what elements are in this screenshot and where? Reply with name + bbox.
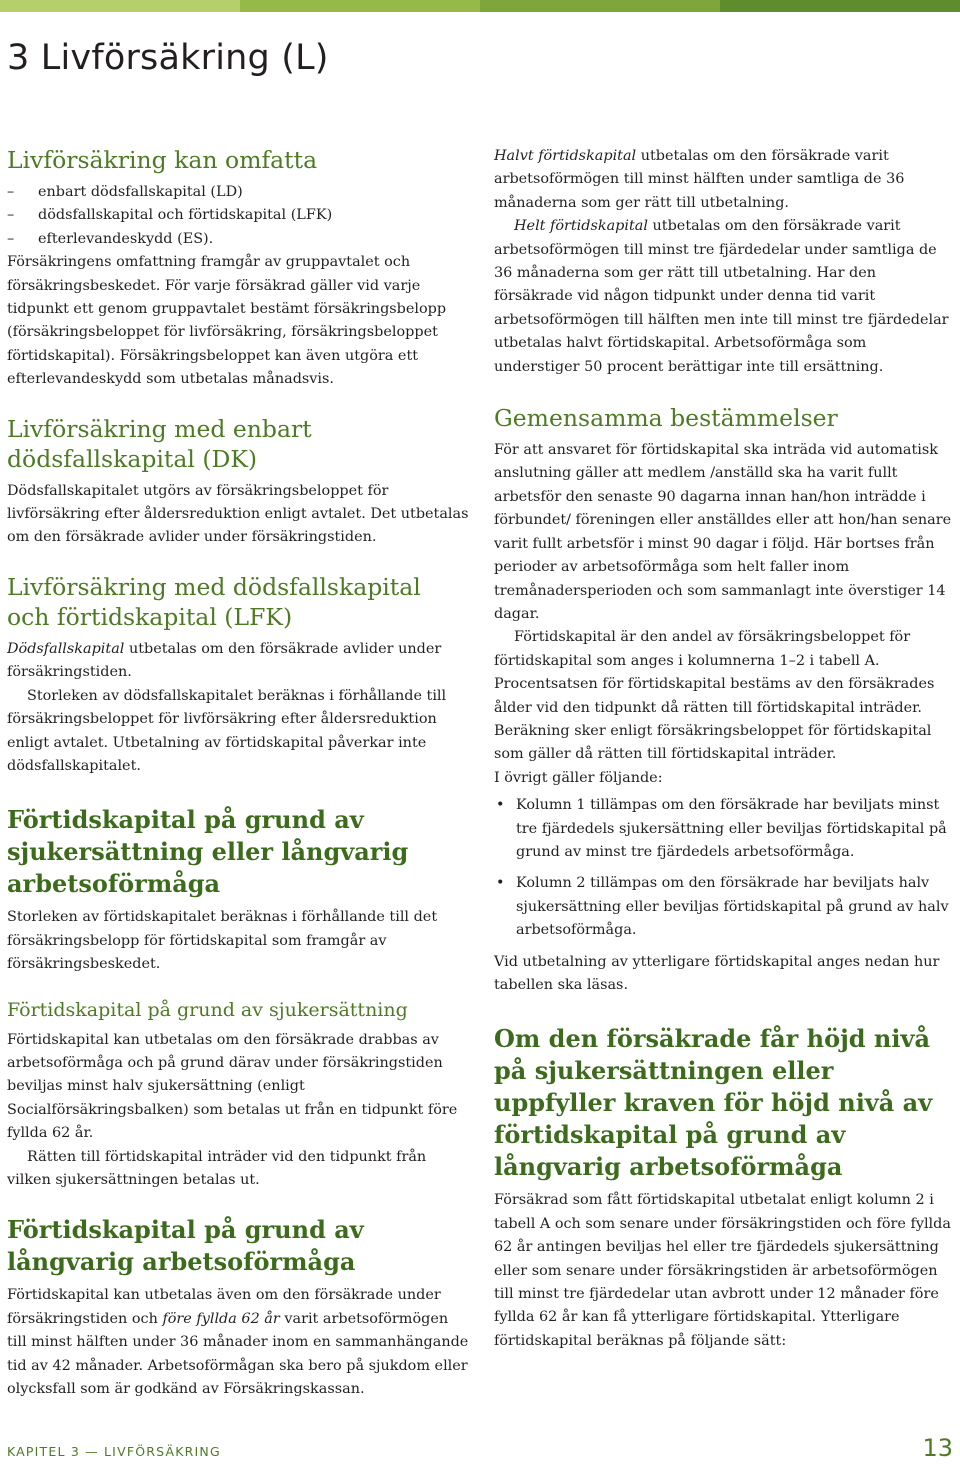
- section-halvt-helt-fortidskapital: [494, 145, 954, 379]
- paragraph-text: utbetalas om den försäkrade varit arbetsoförmögen till minst hälften under samtliga de 36 månaderna som ger rätt till utbetalning.: [494, 148, 905, 211]
- section-livforsakring-omfattning: [7, 145, 469, 392]
- section-heading: Livförsäkring med enbart dödsfallskapital (DK): [7, 414, 312, 473]
- section-enbart-dodsfallskapital: [7, 414, 469, 550]
- emphasis-term: Halvt förtidskapital: [494, 148, 637, 164]
- section-heading: Förtidskapital på grund av långvarig arbetsoförmåga: [7, 1215, 364, 1277]
- list-item: • Kolumn 1 tillämpas om den försäkrade har beviljats minst tre fjärdedels sjukersättning eller beviljas förtidskapital på grund av minst tre fjärdedels arbetsoförmåga.: [494, 794, 954, 864]
- list-item: – enbart dödsfallskapital (LD): [7, 181, 469, 204]
- chapter-title: 3 Livförsäkring (L): [7, 38, 329, 78]
- section-heading: Livförsäkring med dödsfallskapital och förtidskapital (LFK): [7, 572, 421, 631]
- top-bar-segment-midlight: [480, 0, 720, 12]
- section-heading: Gemensamma bestämmelser: [494, 404, 838, 433]
- running-head: KAPITEL 3 — LIVFÖRSÄKRING: [7, 1444, 221, 1459]
- emphasis-term: före fyllda 62 år: [162, 1310, 280, 1327]
- body-paragraph: Storleken av dödsfallskapitalet beräknas i förhållande till försäkringsbeloppet för livförsäkring efter åldersreduktion enligt avtalet. Utbetalning av förtidskapital påverkar inte dödsfallskapitalet.: [7, 687, 447, 774]
- body-paragraph: Vid utbetalning av ytterligare förtidskapital anges nedan hur tabellen ska läsas.: [494, 953, 940, 993]
- list-item: – efterlevandeskydd (ES).: [7, 228, 469, 251]
- section-gemensamma-bestammelser: [494, 403, 954, 997]
- section-fortidskapital-sjukersattning: [7, 997, 469, 1193]
- body-paragraph: [7, 1284, 469, 1401]
- section-heading: Om den försäkrade får höjd nivå på sjukersättningen eller uppfyller kraven för höjd nivå av förtidskapital på grund av långvarig arbetsoförmåga: [494, 1024, 933, 1182]
- emphasis-term: Dödsfallskapital: [7, 640, 125, 657]
- body-paragraph: [494, 145, 954, 215]
- body-paragraph: [494, 215, 954, 379]
- paragraph-text: varit arbetsoförmögen till minst hälften under 36 månader inom en sammanhängande tid av 42 månader. Arbetsoförmågan ska bero på sjukdom eller olycksfall som är godkänd av Försäkringskassan.: [7, 1310, 469, 1397]
- body-paragraph: Försäkrad som fått förtidskapital utbetalat enligt kolumn 2 i tabell A och som senare under försäkringstiden och före fyllda 62 år antingen beviljas hel eller tre fjärdedels sjukersättning eller som senare under försäkringstiden är arbetsoförmögen till minst tre fjärdedelar utan avbrott under 12 månader före fyllda 62 år kan få ytterligare förtidskapital. Ytterligare förtidskapital beräknas på följande sätt:: [494, 1192, 951, 1349]
- body-paragraph: Förtidskapital är den andel av försäkringsbeloppet för förtidskapital som anges i kolumnerna 1–2 i tabell A. Procentsatsen för förtidskapital bestäms av den försäkrades ålder vid den tidpunkt då rätten till förtidskapital inträder. Beräkning sker enligt försäkringsbeloppet för förtidskapital som gäller då rätten till förtidskapital inträder.: [494, 629, 935, 763]
- paragraph-text: Förtidskapital kan utbetalas även om den försäkrade under försäkringstiden och: [7, 1287, 441, 1327]
- body-paragraph: Rätten till förtidskapital inträder vid den tidpunkt från vilken sjukersättningen betalas ut.: [7, 1148, 427, 1188]
- left-column: [7, 145, 469, 1401]
- section-heading: Livförsäkring kan omfatta: [7, 146, 318, 174]
- coverage-list: [7, 181, 469, 251]
- list-item: – dödsfallskapital och förtidskapital (LFK): [7, 204, 469, 227]
- column-rules-list: [494, 794, 954, 942]
- top-bar-segment-mid: [240, 0, 480, 12]
- top-color-bar: [0, 0, 960, 12]
- paragraph-text: utbetalas om den försäkrade varit arbetsoförmögen till minst tre fjärdedelar under samtliga de 36 månaderna som ger rätt till utbetalning. Har den försäkrade vid någon tidpunkt under denna tid varit arbetsoförmögen till hälften men inte till minst tre fjärdedelar utbetalas halvt förtidskapital. Arbetsoförmåga som understiger 50 procent berättigar inte till ersättning.: [494, 218, 949, 375]
- section-dodsfall-och-fortidskapital: [7, 572, 469, 778]
- body-paragraph: I övrigt gäller följande:: [494, 769, 663, 786]
- right-column: [494, 145, 954, 1353]
- body-paragraph: Förtidskapital kan utbetalas om den försäkrade drabbas av arbetsoförmåga och på grund därav under försäkringstiden beviljas minst halv sjukersättning (enligt Socialförsäkringsbalken) som betalas ut från en tidpunkt före fyllda 62 år.: [7, 1031, 458, 1142]
- list-item: • Kolumn 2 tillämpas om den försäkrade har beviljats halv sjukersättning eller beviljas förtidskapital på grund av halv arbetsoförmåga.: [494, 872, 954, 942]
- page-number: 13: [922, 1434, 953, 1462]
- emphasis-term: Helt förtidskapital: [514, 218, 648, 235]
- body-paragraph: Dödsfallskapitalet utgörs av försäkringsbeloppet för livförsäkring efter åldersreduktion enligt avtalet. Det utbetalas om den försäkrade avlider under försäkringstiden.: [7, 482, 469, 546]
- body-paragraph: Försäkringens omfattning framgår av gruppavtalet och försäkringsbeskedet. För varje försäkrad gäller vid varje tidpunkt ett genom gruppavtalet bestämt försäkringsbelopp (försäkringsbeloppet för livförsäkring, försäkringsbeloppet förtidskapital). Försäkringsbeloppet kan även utgöra ett efterlevandeskydd som utbetalas månadsvis.: [7, 254, 447, 388]
- body-paragraph: För att ansvaret för förtidskapital ska inträda vid automatisk anslutning gäller att medlem /anställd ska ha varit fullt arbetsför den senaste 90 dagarna innan han/hon inträdde i förbundet/ föreningen eller anställdes eller att hon/han senare varit fullt arbetsför i minst 90 dagar i följd. Här bortses från perioder av arbetsoförmåga som helt faller inom tremånadersperioden och som sammanlagt inte överstiger 14 dagar.: [494, 442, 952, 622]
- section-heading: Förtidskapital på grund av sjukersättning eller långvarig arbetsoförmåga: [7, 805, 409, 899]
- subsection-heading: Förtidskapital på grund av sjukersättning: [7, 998, 408, 1021]
- section-fortidskapital-langvarig-arbetsoformaga: [7, 1214, 469, 1401]
- body-paragraph: [7, 638, 469, 685]
- section-hojd-niva: [494, 1023, 954, 1353]
- body-paragraph: Storleken av förtidskapitalet beräknas i förhållande till det försäkringsbelopp för förtidskapital som framgår av försäkringsbeskedet.: [7, 909, 438, 973]
- paragraph-text: utbetalas om den försäkrade avlider under försäkringstiden.: [7, 640, 442, 681]
- top-bar-segment-dark: [720, 0, 960, 12]
- section-fortidskapital-sjukersattning-arbetsoformaga: [7, 804, 469, 976]
- top-bar-segment-light: [0, 0, 240, 12]
